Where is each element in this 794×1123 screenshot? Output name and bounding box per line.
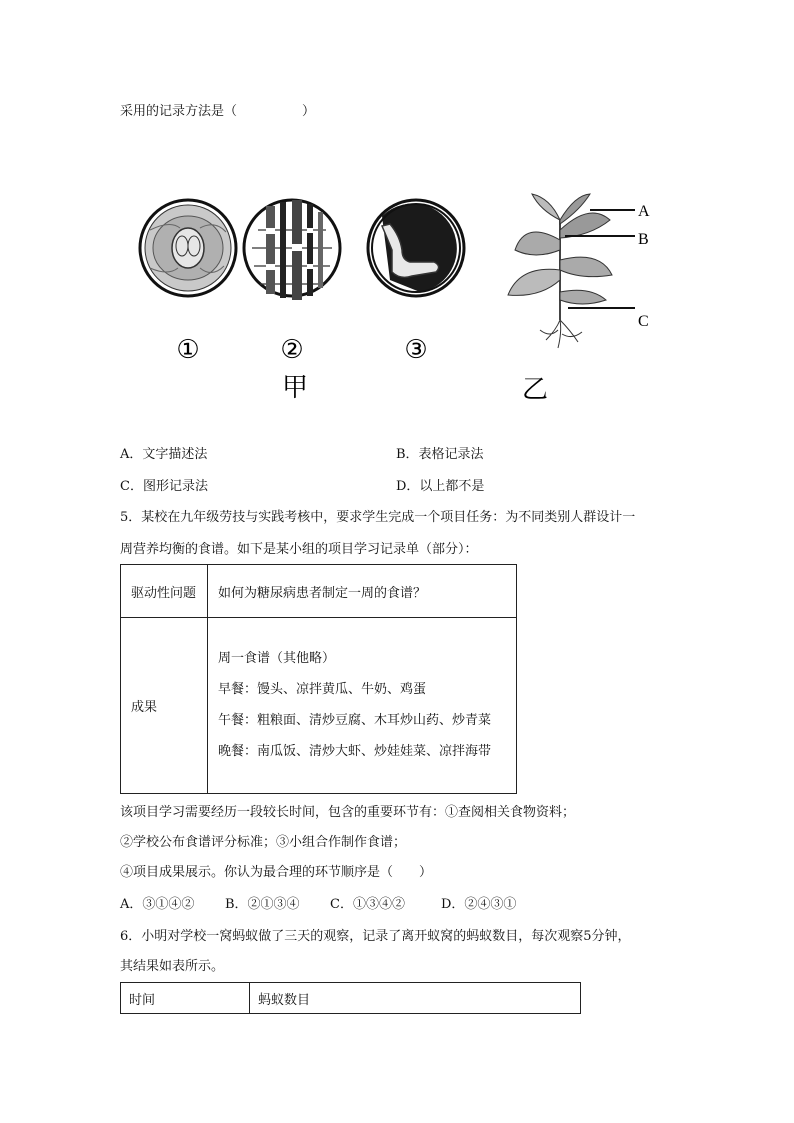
cell-diagram-2 bbox=[244, 200, 340, 300]
plant-label-b: B bbox=[638, 231, 649, 248]
menu-lunch: 午餐：粗粮面、清炒豆腐、木耳炒山药、炒青菜 bbox=[218, 713, 492, 728]
q4-stem-tail: 采用的记录方法是（ ） bbox=[120, 104, 316, 119]
table-label-result: 成果 bbox=[121, 618, 208, 794]
menu-title: 周一食谱（其他略） bbox=[218, 651, 336, 666]
q5-record-table bbox=[120, 564, 517, 794]
circle-label-2: ② bbox=[280, 335, 304, 365]
q6-stem-line2: 其结果如表所示。 bbox=[120, 959, 225, 974]
figure-svg bbox=[120, 180, 680, 410]
menu-dinner: 晚餐：南瓜饭、清炒大虾、炒娃娃菜、凉拌海带 bbox=[218, 744, 492, 759]
q4-option-b: B．表格记录法 bbox=[396, 447, 484, 462]
table-label-driving-question: 驱动性问题 bbox=[121, 565, 208, 618]
q4-option-c: C．图形记录法 bbox=[120, 479, 208, 494]
plant-label-a: A bbox=[638, 203, 650, 220]
table-menu-cell bbox=[208, 618, 517, 794]
q5-option-c: C．①③④② bbox=[330, 897, 405, 912]
q6-col-ant-count: 蚂蚁数目 bbox=[250, 983, 581, 1014]
group-label-jia: 甲 bbox=[281, 373, 309, 403]
circle-label-1: ① bbox=[176, 335, 200, 365]
q5-stem-line1: 5．某校在九年级劳技与实践考核中，要求学生完成一个项目任务：为不同类别人群设计一 bbox=[120, 510, 636, 525]
q5-stem-line2: 周营养均衡的食谱。如下是某小组的项目学习记录单（部分）： bbox=[120, 542, 478, 557]
q5-after-line2: ②学校公布食谱评分标准；③小组合作制作食谱； bbox=[120, 835, 407, 850]
q6-stem-line1: 6．小明对学校一窝蚂蚁做了三天的观察，记录了离开蚁窝的蚂蚁数目，每次观察5分钟， bbox=[120, 929, 631, 944]
q5-after-line3: ④项目成果展示。你认为最合理的环节顺序是（ ） bbox=[120, 865, 433, 880]
q5-option-b: B．②①③④ bbox=[225, 897, 300, 912]
q5-option-d: D．②④③① bbox=[441, 897, 517, 912]
q4-figure bbox=[120, 180, 680, 410]
menu-breakfast: 早餐：馒头、凉拌黄瓜、牛奶、鸡蛋 bbox=[218, 682, 427, 697]
circle-label-3: ③ bbox=[404, 335, 428, 365]
q6-col-time: 时间 bbox=[121, 983, 250, 1014]
q4-option-d: D．以上都不是 bbox=[396, 479, 485, 494]
cell-diagram-1 bbox=[140, 200, 236, 296]
table-value-driving-question: 如何为糖尿病患者制定一周的食谱？ bbox=[208, 565, 517, 618]
plant-label-c: C bbox=[638, 313, 649, 330]
q4-option-a: A．文字描述法 bbox=[120, 447, 208, 462]
q6-ant-table bbox=[120, 982, 581, 1014]
q5-after-line1: 该项目学习需要经历一段较长时间，包含的重要环节有：①查阅相关食物资料； bbox=[120, 805, 576, 820]
plant-diagram bbox=[508, 194, 650, 348]
q5-option-a: A．③①④② bbox=[120, 897, 195, 912]
group-label-yi: 乙 bbox=[521, 375, 549, 405]
cell-diagram-3 bbox=[368, 200, 464, 296]
